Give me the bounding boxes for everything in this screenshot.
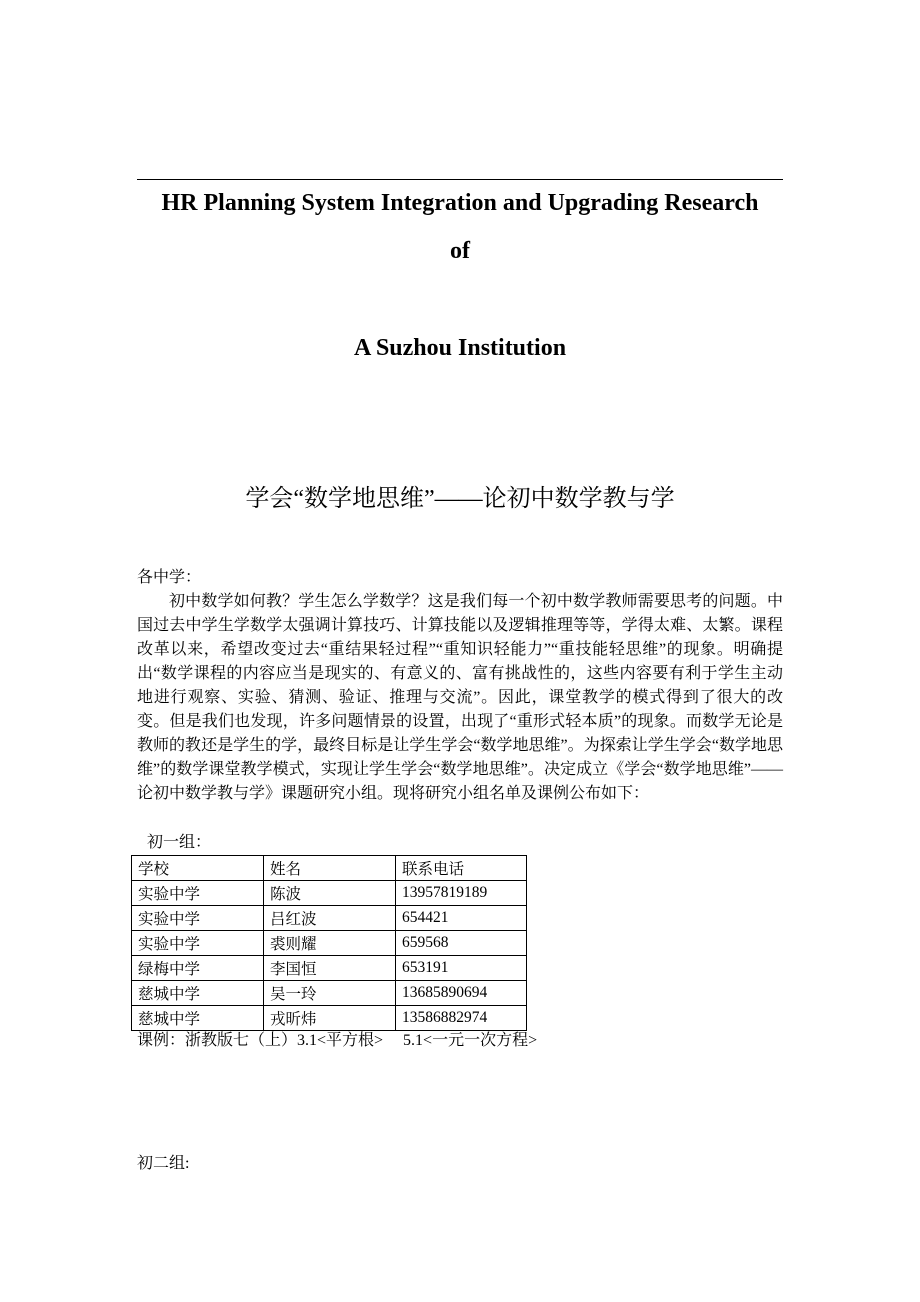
name-cell: 吕红波 [264, 906, 396, 931]
group2-label: 初二组: [137, 1155, 190, 1172]
table-row [132, 1006, 527, 1031]
table-row [132, 881, 527, 906]
school-cell: 实验中学 [132, 881, 264, 906]
header-cell: 姓名 [264, 856, 396, 881]
header-rule [137, 179, 783, 180]
phone-cell: 13957819189 [396, 881, 527, 906]
table-row [132, 956, 527, 981]
phone-cell: 13586882974 [396, 1006, 527, 1031]
school-cell: 实验中学 [132, 906, 264, 931]
table-row [132, 981, 527, 1006]
name-cell: 吴一玲 [264, 981, 396, 1006]
chinese-title: 学会“数学地思维”——论初中数学教与学 [245, 486, 675, 512]
english-title-line3: A Suzhou Institution [353, 335, 567, 361]
school-cell: 慈城中学 [132, 981, 264, 1006]
name-cell: 陈波 [264, 881, 396, 906]
paragraph: 初中数学如何教？学生怎么学数学？这是我们每一个初中数学教师需要思考的问题。中国过去中学生学数学太强调计算技巧、计算技能以及逻辑推理等等，学得太难、太繁。课程改革以来，希望改变过去“重结果轻过程”“重知识轻能力”“重技能轻思维”的现象。明确提出“数学课程的内容应当是现实的、有意义的、富有挑战性的，这些内容要有利于学生主动地进行观察、实验、猜测、验证、推理与交流”。因此，课堂教学的模式得到了很大的改变。但是我们也发现，许多问题情景的设置，出现了“重形式轻本质”的现象。而数学无论是教师的教还是学生的学，最终目标是让学生学会“数学地思维”。为探索让学生学会“数学地思维”的数学课堂教学模式，实现让学生学会“数学地思维”。决定成立《学会“数学地思维”——论初中数学教与学》课题研究小组。现将研究小组名单及课例公布如下： [137, 593, 783, 802]
school-cell: 慈城中学 [132, 1006, 264, 1031]
phone-cell: 13685890694 [396, 981, 527, 1006]
group1-label: 初一组： [147, 834, 212, 851]
name-cell: 李国恒 [264, 956, 396, 981]
group1-table [131, 855, 527, 1031]
salutation: 各中学： [137, 569, 202, 586]
group1-lessons: 课例：浙教版七（上）3.1<平方根> 5.1<一元一次方程> [137, 1032, 538, 1049]
english-title-line1: HR Planning System Integration and Upgrading Research [161, 190, 759, 216]
table-row [132, 906, 527, 931]
body-text [137, 566, 783, 806]
phone-cell: 654421 [396, 906, 527, 931]
phone-cell: 659568 [396, 931, 527, 956]
table-row [132, 931, 527, 956]
school-cell: 绿梅中学 [132, 956, 264, 981]
header-cell: 联系电话 [396, 856, 527, 881]
table-header-row [132, 856, 527, 881]
name-cell: 裘则耀 [264, 931, 396, 956]
phone-cell: 653191 [396, 956, 527, 981]
english-title-line2: of [450, 238, 470, 264]
header-cell: 学校 [132, 856, 264, 881]
school-cell: 实验中学 [132, 931, 264, 956]
name-cell: 戎昕炜 [264, 1006, 396, 1031]
